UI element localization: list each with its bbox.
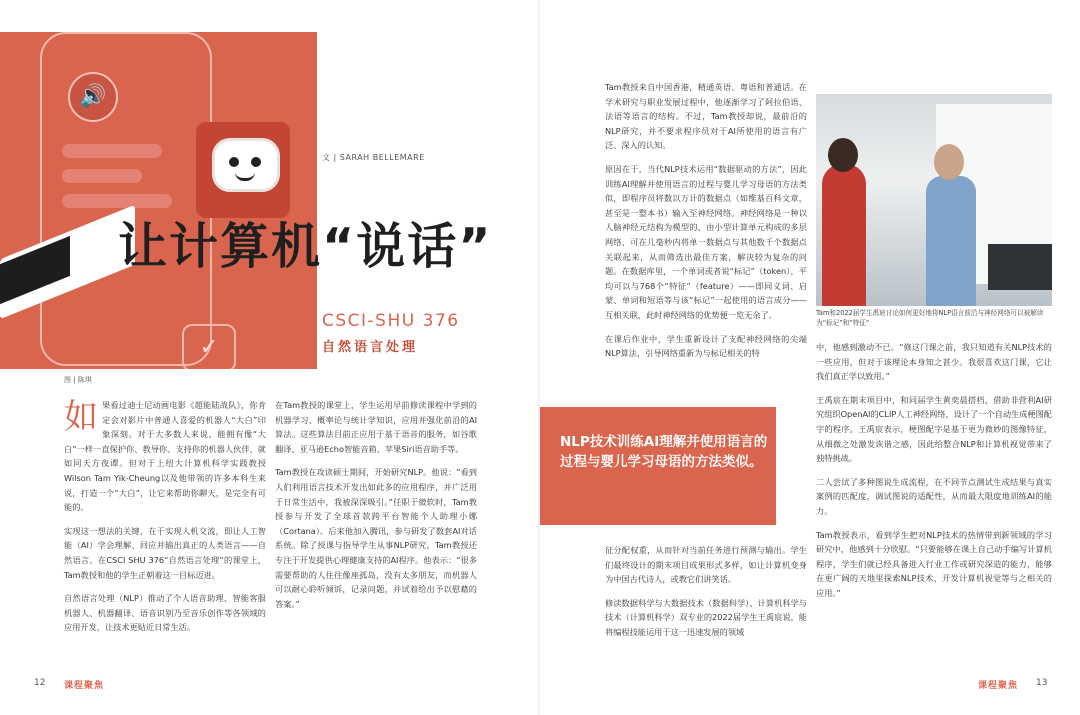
course-name: 自然语言处理 [322, 340, 419, 355]
article-column-1 [64, 398, 266, 644]
paragraph: 实现这一想法的关键，在于实现人机交流，即让人工智能（AI）学会理解、回应并输出真正的人类语言——自然语言。在CSCI SHU 376“自然语言处理”的课堂上，Tam教授和他的学生正朝着这一目标迈进。 [64, 525, 266, 580]
phone-illustration [40, 32, 212, 366]
classroom-photo [816, 94, 1052, 306]
paragraph: 修读数据科学与大数据技术（数据科学）、计算机科学与技术（计算机科学）双专业的2022届学生王禹宸说，能将编程技能运用于这一迅速发展的领域 [605, 597, 807, 637]
article-column-4 [816, 340, 1052, 610]
paragraph: 在课后作业中，学生重新设计了支配神经网络的尖端NLP算法，引导网络重新为与标记相关的特 [605, 333, 807, 359]
page-number: 12 [34, 678, 46, 688]
article-title: 让计算机“说话” [118, 218, 493, 275]
pull-quote: NLP技术训练AI理解并使用语言的过程与婴儿学习母语的方法类似。 [560, 434, 768, 470]
paragraph: 二人尝试了多种图说生成流程，在不同节点测试生成结果与真实案例的匹配度，调试图说的适配性，从而最大限度地训练AI的能力。 [816, 476, 1052, 516]
section-name: 课程聚焦 [64, 681, 105, 691]
paragraph: Tam教授在攻读硕士期间，开始研究NLP。他说：“看到人们利用语言技术开发出如此多的应用程序，并广泛用于日常生活中，我被深深吸引。”任职于微软时，Tam教授参与开发了全球首款跨平台智能个人助理小娜（Cortana）。后来他加入腾讯，参与研发了数套AI对话系统。除了授课与指导学生从事NLP研究，Tam教授还专注于开发提供心理健康支持的AI程序。他表示：“很多需要帮助的人往往像座孤岛，没有太多朋友，而机器人可以耐心聆听倾诉，记录问题，并试着给出予以慰藉的答案。” [275, 467, 477, 609]
hero-illustration [0, 32, 317, 369]
paragraph: Tam教授来自中国香港，精通英语、粤语和普通话。在学术研究与职业发展过程中，他逐渐学习了阿拉伯语、法语等语言的结构。不过，Tam教授却说，最前沿的NLP研究，并不要求程序员对于AI所使用的语言有广泛、深入的认知。 [605, 82, 807, 151]
checkmark-icon: ✓ [182, 324, 236, 369]
paragraph: Tam教授表示，看到学生把对NLP技术的热情带到新领域的学习研究中，他感到十分欣慰。“只要能够在课上自己动手编写计算机程序，学生们就已经具备进入行业工作或研究深造的能力，能够在更广阔的天地里探索NLP技术、开发计算机视觉等与之相关的应用。” [816, 529, 1052, 598]
illustration-credit: 图 | 陈琪 [64, 376, 92, 384]
article-column-3-continued [605, 543, 807, 649]
section-name: 课程聚焦 [978, 681, 1019, 691]
paragraph: 自然语言处理（NLP）推动了个人语音助理、智能客服机器人、机器翻译、语音识别乃至音乐创作等各领域的应用开发，让技术更贴近日常生活。 [64, 593, 266, 633]
paragraph: 原因在于，当代NLP技术运用“数据驱动的方法”，因此训练AI理解并使用语言的过程与婴儿学习母语的方法类似，即程序员将数以万计的数据点（如维基百科文章，甚至是一整本书）输入至神经网络。神经网络是一种以人脑神经元结构为模型的、由小型计算单元构成的多层网络，可在几毫秒内将单一数据点与其他数千个数据点关联起来，从而筛选出最佳方案，解决较为复杂的问题。在数据库里，一个单词或者说“标记”（token），平均可以与768个“特征”（feature）——即同义词、启蒙、单词和短语等与该“标记”一起使用的语言成分——互相关联，此时神经网络的优势便一览无余了。 [605, 163, 807, 320]
robot-icon [212, 138, 280, 192]
photo-caption: Tam和2022届学生禹宸讨论如何更好地将NLP语言前沿与神经网络可以被解读为“标记”和“特征” [816, 309, 1044, 327]
paragraph: 征分配权重，从而针对当前任务进行预测与输出。学生们最终设计的期末项目成果形式多样，如让计算机变身为中国古代诗人，或教它们讲笑话。 [605, 545, 807, 585]
article-column-3 [605, 80, 807, 370]
course-code: CSCI-SHU 376 [322, 311, 460, 331]
paragraph: 如果看过迪士尼动画电影《超能陆战队》，你肯定会对影片中普通人喜爱的机器人“大白”印象深刻。对于大多数人来说，能拥有像“大白”一样一直保护你、教导你、支持你的机器人伙伴，就如同天方夜谭。但对于上纽大计算机科学实践教授Wilson Tam Yik-Cheung以及他带领的许多本科生来说，打造一个“大白”，让它来帮助你聊天，是完全有可能的。 [64, 397, 266, 513]
page-number: 13 [1036, 678, 1048, 688]
paragraph: 王禹宸在期末项目中，和同届学生黄奕晨搭档，借助非营利AI研究组织OpenAI的CLIP人工神经网络，设计了一个自动生成梗图配字的程序。王禹宸表示，梗图配字是基于更为微妙的图像特征，从细微之处激发诙谐之感，因此给整合NLP和计算机视觉带来了独特挑战。 [816, 394, 1052, 464]
byline: 文 | SARAH BELLEMARE [322, 153, 425, 162]
chat-bar [62, 144, 162, 158]
paragraph: 在Tam教授的课堂上，学生运用早前修读课程中学到的机器学习、概率论与统计学知识，应用并强化前沿的AI算法。这些算法目前正应用于基于语音的服务，如谷歌翻译、亚马逊Echo智能音箱、苹果Siri语音助手等。 [275, 400, 477, 454]
drop-cap: 如 [64, 397, 98, 437]
article-column-2 [275, 398, 477, 620]
speaker-icon: 🔊 [68, 72, 118, 122]
chat-bar [62, 169, 142, 183]
paragraph: 中，他感到激动不已。“修这门课之前，我只知道有关NLP技术的一些应用，但对于该理论本身知之甚少。我很喜欢这门课，它让我们真正学以致用。” [816, 342, 1052, 382]
chat-bar [62, 194, 172, 208]
